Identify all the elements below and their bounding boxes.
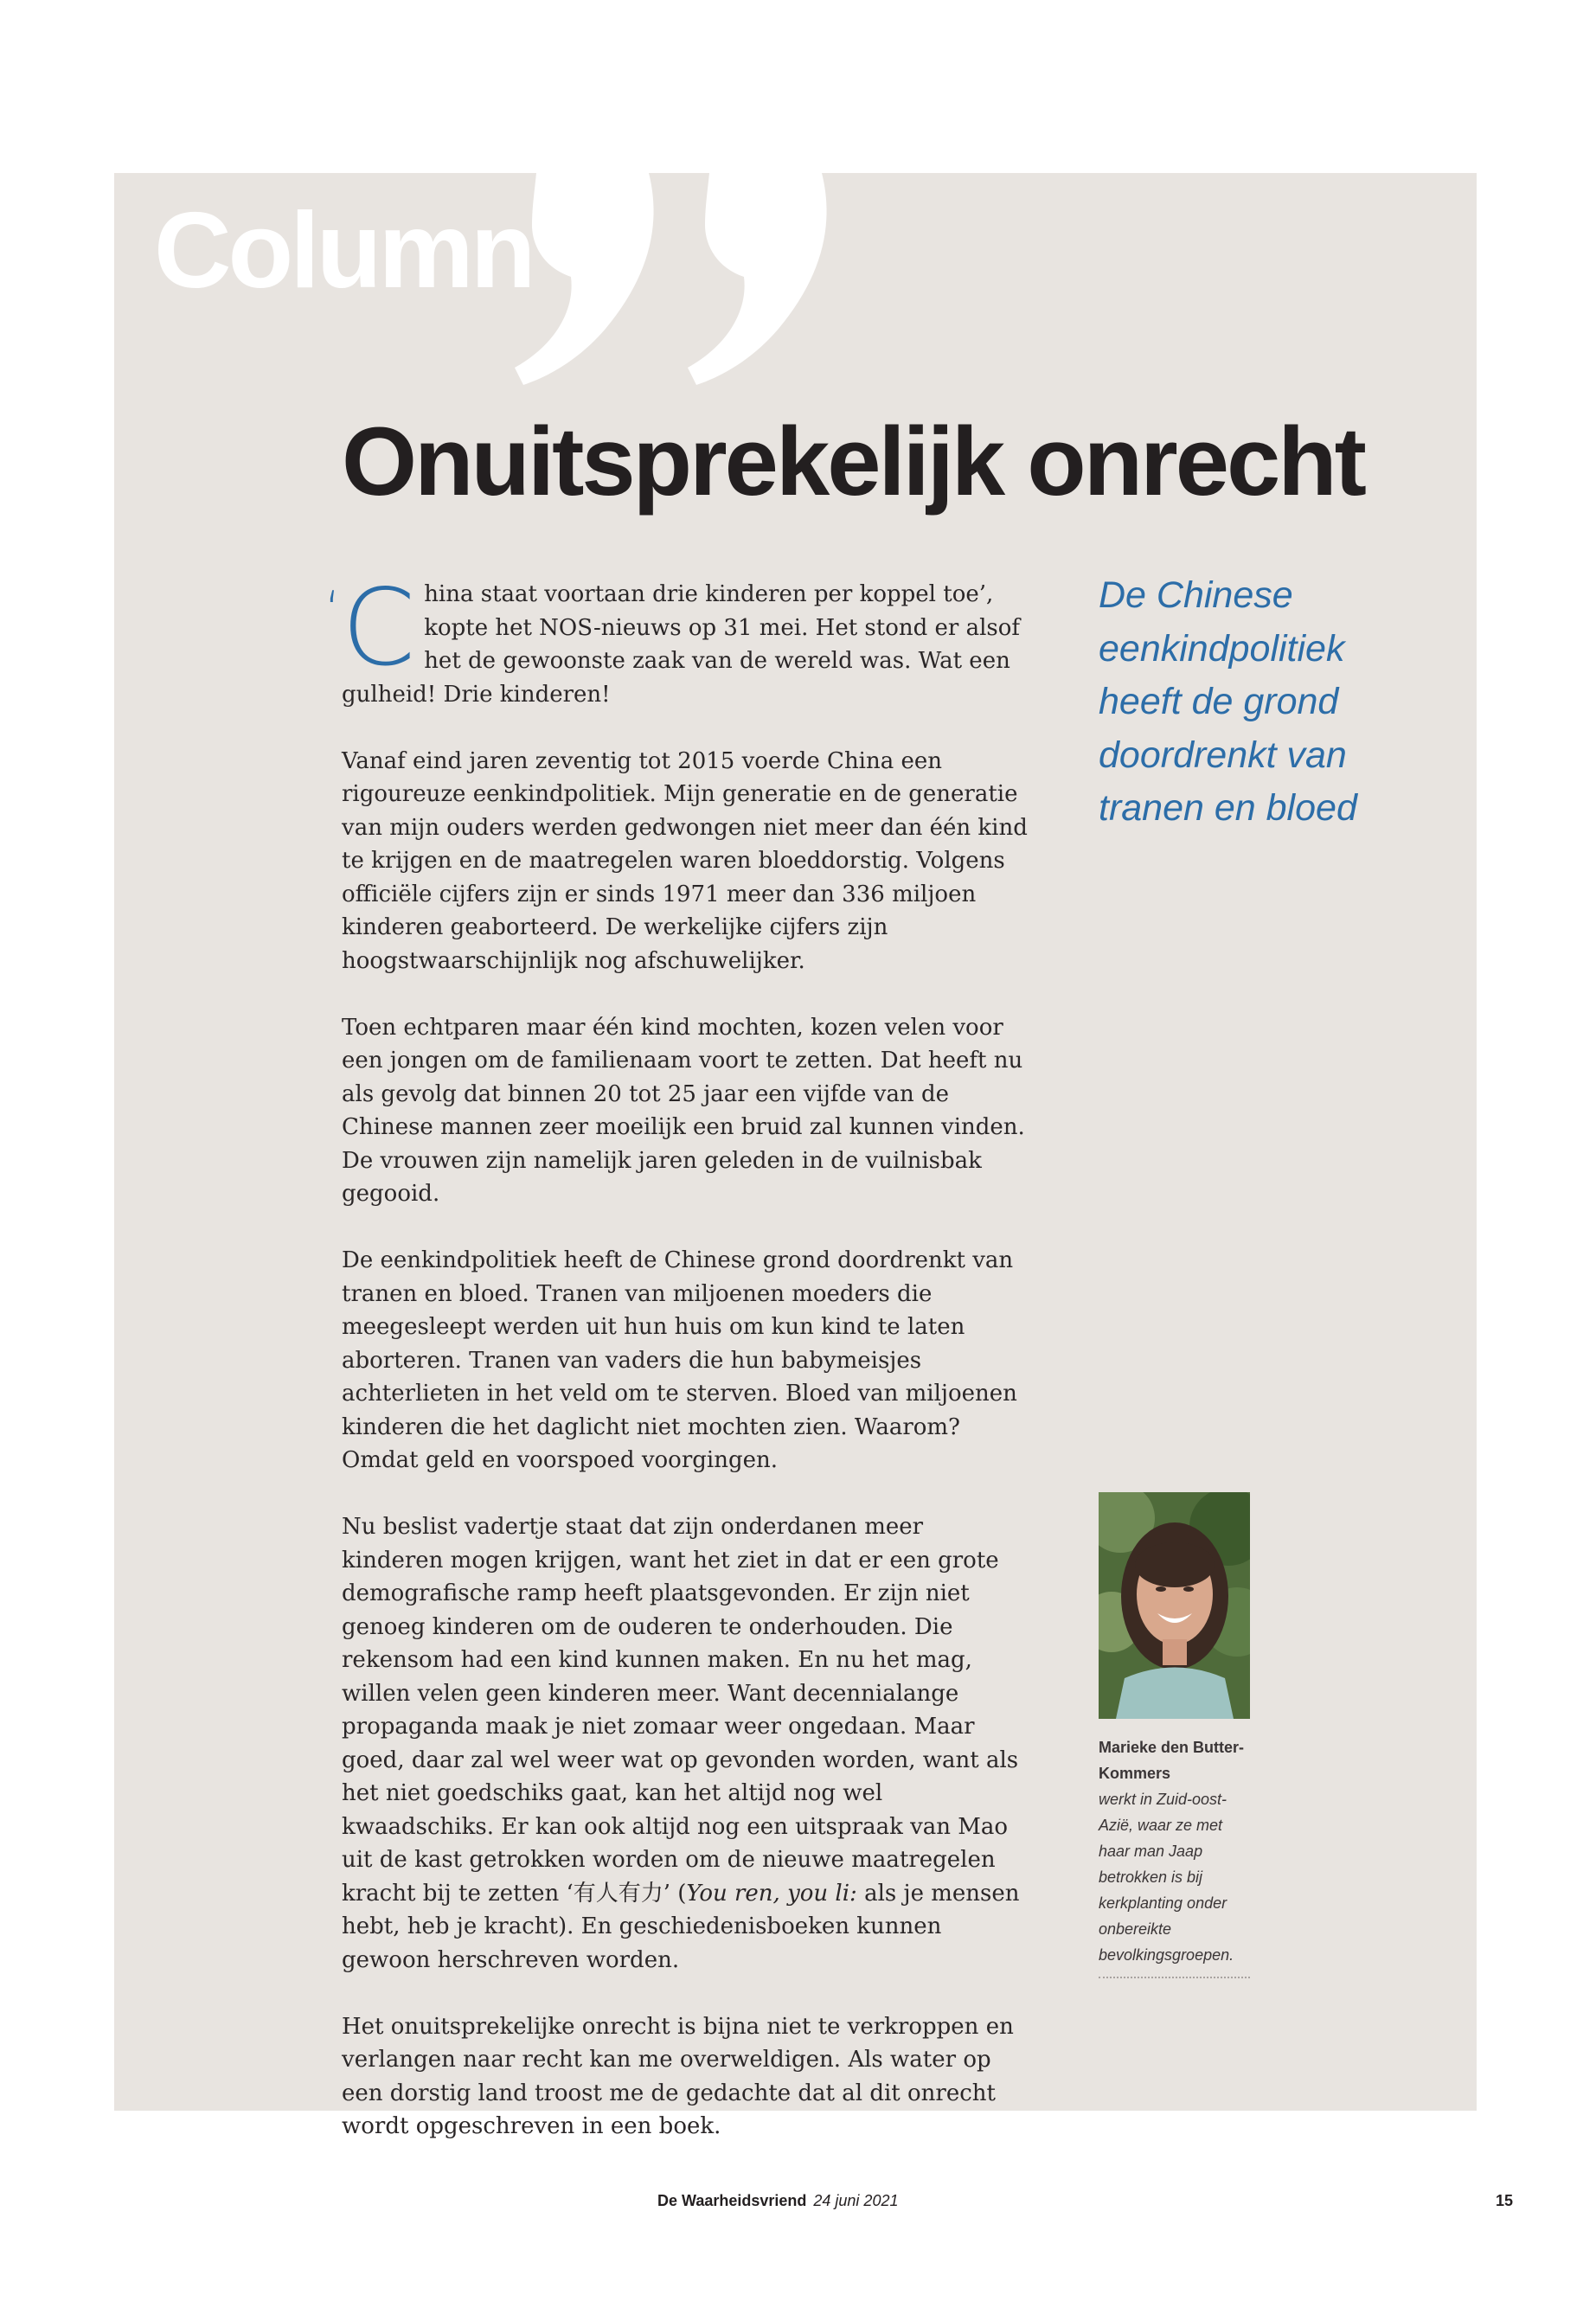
bio-divider — [1099, 1977, 1250, 1978]
paragraph-1 — [324, 567, 1029, 711]
drop-cap-quote: ‘ — [324, 580, 342, 641]
paragraph-5-paren: ( — [670, 1880, 687, 1907]
paragraph-4: De eenkindpolitiek heeft de Chinese grond doordrenkt van tranen en bloed. Tranen van miljoenen moeders die meegesleept werden uit hun huis om kun kind te laten aborteren. Tranen van vaders die hun babymeisjes achterlieten in het veld om te sterven. Bloed van miljoenen kinderen die het daglicht niet mochten zien. Waarom? Omdat geld en voorspoed voorgingen. — [342, 1247, 1017, 1473]
paragraph-6: Het onuitsprekelijke onrecht is bijna niet te verkroppen en verlangen naar recht kan me overweldigen. Als water op een dorstig land troost me de gedachte dat al dit onrecht wordt opgeschreven in een boek. — [342, 2013, 1014, 2139]
closing-quote-icon — [510, 173, 874, 389]
article-title: Onuitsprekelijk onrecht — [342, 407, 1364, 516]
publication-name: De Waarheidsvriend — [657, 2192, 807, 2209]
article-body — [324, 567, 1029, 2176]
paragraph-5-text: Nu beslist vadertje staat dat zijn onderdanen meer kinderen mogen krijgen, want het ziet in dat er een grote demografische ramp heeft plaatsgevonden. Er zijn niet genoeg kinderen om de ouderen te onderhouden. Die rekensom had een kind kunnen maken. En nu het mag, willen velen geen kinderen meer. Want decennialange propaganda maak je niet zomaar weer ongedaan. Maar goed, daar zal wel weer wat op gevonden worden, want als het niet goedschiks gaat, kan het altijd nog wel kwaadschiks. Er kan ook altijd nog een uitspraak van Mao uit de kast getrokken worden om de nieuwe maatregelen kracht bij te zetten — [342, 1514, 1019, 1907]
page-footer — [657, 2192, 898, 2210]
paragraph-2: Vanaf eind jaren zeventig tot 2015 voerde China een rigoureuze eenkindpolitiek. Mijn generatie en de generatie van mijn ouders werden gedwongen niet meer dan één kind te krijgen en de maatregelen waren bloeddorstig. Volgens officiële cijfers zijn er sinds 1971 meer dan 336 miljoen kinderen geaborteerd. De werkelijke cijfers zijn hoogstwaarschijnlijk nog afschuwelijker. — [342, 747, 1028, 974]
chinese-quote: ‘有人有力’ — [566, 1880, 670, 1907]
drop-cap-letter: C — [342, 567, 416, 689]
drop-cap — [324, 567, 416, 689]
paragraph-5-tail: als je mensen hebt, heb je kracht). En geschiedenisboeken kunnen gewoon herschreven worden. — [342, 1880, 1020, 1973]
author-name: Marieke den Butter-Kommers — [1099, 1739, 1245, 1782]
section-kicker: Column — [154, 191, 533, 311]
paragraph-3: Toen echtparen maar één kind mochten, kozen velen voor een jongen om de familienaam voort te zetten. Dat heeft nu als gevolg dat binnen 20 tot 25 jaar een vijfde van de Chinese mannen zeer moeilijk een bruid zal kunnen vinden. De vrouwen zijn namelijk jaren geleden in de vuilnisbak gegooid. — [342, 1014, 1025, 1207]
paragraph-5 — [342, 1510, 1029, 1977]
pull-quote: De Chinese eenkindpolitiek heeft de grond doordrenkt van tranen en bloed — [1099, 574, 1357, 829]
author-photo — [1099, 1492, 1250, 1719]
author-description: werkt in Zuid-oost-Azië, waar ze met haar man Jaap betrokken is bij kerkplanting onder onbereikte bevolkingsgroepen. — [1099, 1791, 1234, 1964]
author-bio — [1099, 1734, 1250, 1968]
pinyin-italic: You ren, you li: — [686, 1880, 857, 1907]
paragraph-1-text: hina staat voortaan drie kinderen per koppel toe’, kopte het NOS-nieuws op 31 mei. Het stond er alsof het de gewoonste zaak van de wereld was. Wat een gulheid! Drie kinderen! — [342, 581, 1021, 708]
page-number: 15 — [1496, 2192, 1514, 2209]
issue-date: 24 juni 2021 — [813, 2192, 899, 2209]
